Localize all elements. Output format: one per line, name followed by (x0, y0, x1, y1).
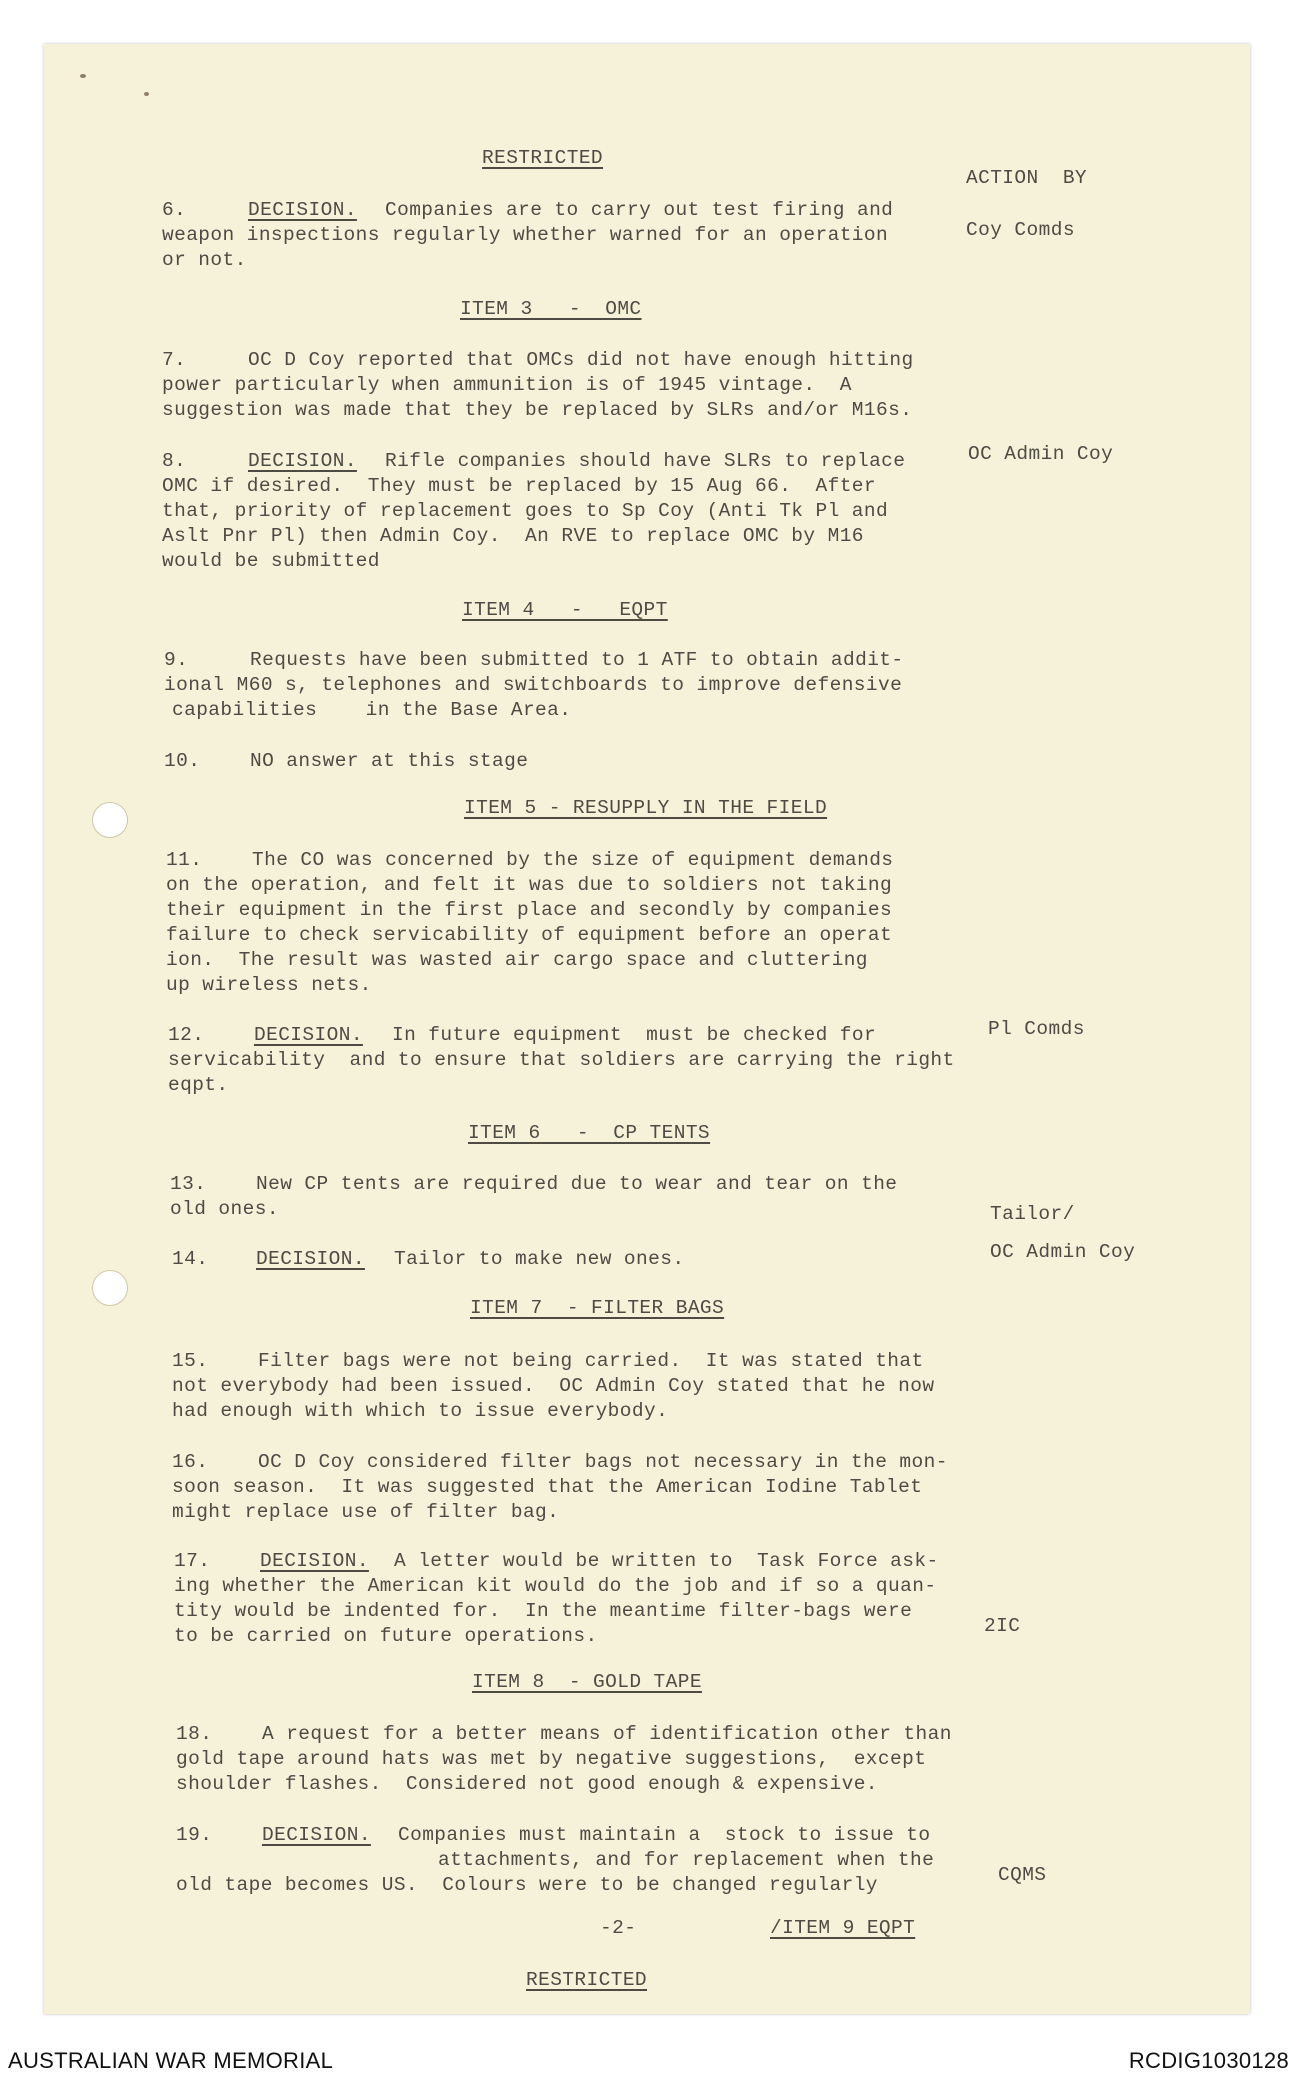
archive-footer-left: AUSTRALIAN WAR MEMORIAL (8, 2048, 334, 2073)
action-14-line-1: Tailor/ (990, 1203, 1075, 1225)
paragraph-9-line: capabilities in the Base Area. (172, 699, 572, 721)
paragraph-15-number: 15. (172, 1350, 209, 1372)
archive-footer-right: RCDIG1030128 (1128, 2048, 1289, 2073)
paragraph-19-line: Companies must maintain a stock to issue to (398, 1824, 931, 1846)
paragraph-8-line: that, priority of replacement goes to Sp Coy (Anti Tk Pl and (162, 500, 889, 522)
paragraph-15-line: not everybody had been issued. OC Admin Coy stated that he now (172, 1375, 935, 1397)
header-classification: RESTRICTED (482, 147, 604, 169)
continuation-note: /ITEM 9 EQPT (770, 1917, 916, 1939)
paragraph-9-line: ional M60 s, telephones and switchboards to improve defensive (164, 674, 903, 696)
paragraph-7-line: suggestion was made that they be replaced by SLRs and/or M16s. (162, 399, 913, 421)
paragraph-11-line: on the operation, and felt it was due to soldiers not taking (166, 874, 893, 896)
paragraph-8-line: OMC if desired. They must be replaced by 15 Aug 66. After (162, 475, 877, 497)
decision-label: DECISION. (254, 1024, 363, 1046)
paragraph-6-line: weapon inspections regularly whether warned for an operation (162, 224, 889, 246)
paragraph-11-line: The CO was concerned by the size of equipment demands (252, 849, 894, 871)
action-14-line-2: OC Admin Coy (990, 1241, 1136, 1263)
paragraph-17-line: A letter would be written to Task Force ask- (394, 1550, 939, 1572)
paragraph-11-line: their equipment in the first place and secondly by companies (166, 899, 893, 921)
action-by-header: ACTION BY (966, 167, 1088, 189)
page-number: -2- (600, 1917, 637, 1939)
paragraph-18-number: 18. (176, 1723, 213, 1745)
paragraph-14-number: 14. (172, 1248, 209, 1270)
paragraph-7-line: OC D Coy reported that OMCs did not have enough hitting (248, 349, 914, 371)
paragraph-8-line: Rifle companies should have SLRs to replace (385, 450, 906, 472)
paragraph-10-line: NO answer at this stage (250, 750, 529, 772)
punch-hole-top (92, 802, 128, 838)
paragraph-17-line: ing whether the American kit would do the job and if so a quan- (174, 1575, 937, 1597)
paragraph-11-line: up wireless nets. (166, 974, 372, 996)
paragraph-19-line: attachments, and for replacement when the (438, 1849, 935, 1871)
decision-label: DECISION. (248, 199, 357, 221)
paragraph-12-line: In future equipment must be checked for (392, 1024, 877, 1046)
paper-speck (144, 92, 149, 96)
paragraph-17-number: 17. (174, 1550, 211, 1572)
item-5-heading: ITEM 5 - RESUPPLY IN THE FIELD (464, 797, 828, 819)
decision-label: DECISION. (256, 1248, 365, 1270)
paragraph-16-line: might replace use of filter bag. (172, 1501, 560, 1523)
action-12: Pl Comds (988, 1018, 1085, 1040)
item-6-heading: ITEM 6 - CP TENTS (468, 1122, 711, 1144)
item-3-heading: ITEM 3 - OMC (460, 298, 642, 320)
paragraph-12-line: eqpt. (168, 1074, 229, 1096)
paragraph-12-line: servicability and to ensure that soldiers are carrying the right (168, 1049, 955, 1071)
paragraph-16-line: OC D Coy considered filter bags not necessary in the mon- (258, 1451, 948, 1473)
paragraph-8-line: Aslt Pnr Pl) then Admin Coy. An RVE to replace OMC by M16 (162, 525, 864, 547)
paragraph-13-line: New CP tents are required due to wear and tear on the (256, 1173, 898, 1195)
action-6: Coy Comds (966, 219, 1075, 241)
paragraph-15-line: had enough with which to issue everybody. (172, 1400, 669, 1422)
paragraph-6-number: 6. (162, 199, 187, 221)
paragraph-6-line: or not. (162, 249, 247, 271)
paragraph-11-line: failure to check servicability of equipment before an operat (166, 924, 893, 946)
decision-label: DECISION. (260, 1550, 369, 1572)
paragraph-17-line: tity would be indented for. In the meantime filter-bags were (174, 1600, 913, 1622)
paragraph-18-line: shoulder flashes. Considered not good enough & expensive. (176, 1773, 878, 1795)
action-17: 2IC (984, 1615, 1021, 1637)
item-4-heading: ITEM 4 - EQPT (462, 599, 668, 621)
paragraph-7-line: power particularly when ammunition is of 1945 vintage. A (162, 374, 852, 396)
footer-classification: RESTRICTED (526, 1969, 648, 1991)
paragraph-13-number: 13. (170, 1173, 207, 1195)
paragraph-14-line: Tailor to make new ones. (394, 1248, 685, 1270)
paragraph-18-line: A request for a better means of identification other than (262, 1723, 952, 1745)
decision-label: DECISION. (248, 450, 357, 472)
paragraph-11-number: 11. (166, 849, 203, 871)
action-8: OC Admin Coy (968, 443, 1114, 465)
paragraph-19-number: 19. (176, 1824, 213, 1846)
paragraph-9-line: Requests have been submitted to 1 ATF to obtain addit- (250, 649, 904, 671)
paragraph-9-number: 9. (164, 649, 189, 671)
paragraph-10-number: 10. (164, 750, 201, 772)
item-8-heading: ITEM 8 - GOLD TAPE (472, 1671, 702, 1693)
paragraph-8-line: would be submitted (162, 550, 380, 572)
action-19: CQMS (998, 1864, 1047, 1886)
paragraph-19-line: old tape becomes US. Colours were to be changed regularly (176, 1874, 878, 1896)
paragraph-7-number: 7. (162, 349, 187, 371)
paragraph-16-number: 16. (172, 1451, 209, 1473)
paragraph-13-line: old ones. (170, 1198, 279, 1220)
decision-label: DECISION. (262, 1824, 371, 1846)
item-7-heading: ITEM 7 - FILTER BAGS (470, 1297, 725, 1319)
paragraph-18-line: gold tape around hats was met by negative suggestions, except (176, 1748, 927, 1770)
paragraph-17-line: to be carried on future operations. (174, 1625, 598, 1647)
paragraph-11-line: ion. The result was wasted air cargo space and cluttering (166, 949, 868, 971)
punch-hole-bottom (92, 1270, 128, 1306)
paragraph-16-line: soon season. It was suggested that the American Iodine Tablet (172, 1476, 923, 1498)
paper-speck (80, 74, 86, 78)
paragraph-8-number: 8. (162, 450, 187, 472)
paragraph-6-line: Companies are to carry out test firing and (385, 199, 894, 221)
paragraph-12-number: 12. (168, 1024, 205, 1046)
paragraph-15-line: Filter bags were not being carried. It was stated that (258, 1350, 924, 1372)
